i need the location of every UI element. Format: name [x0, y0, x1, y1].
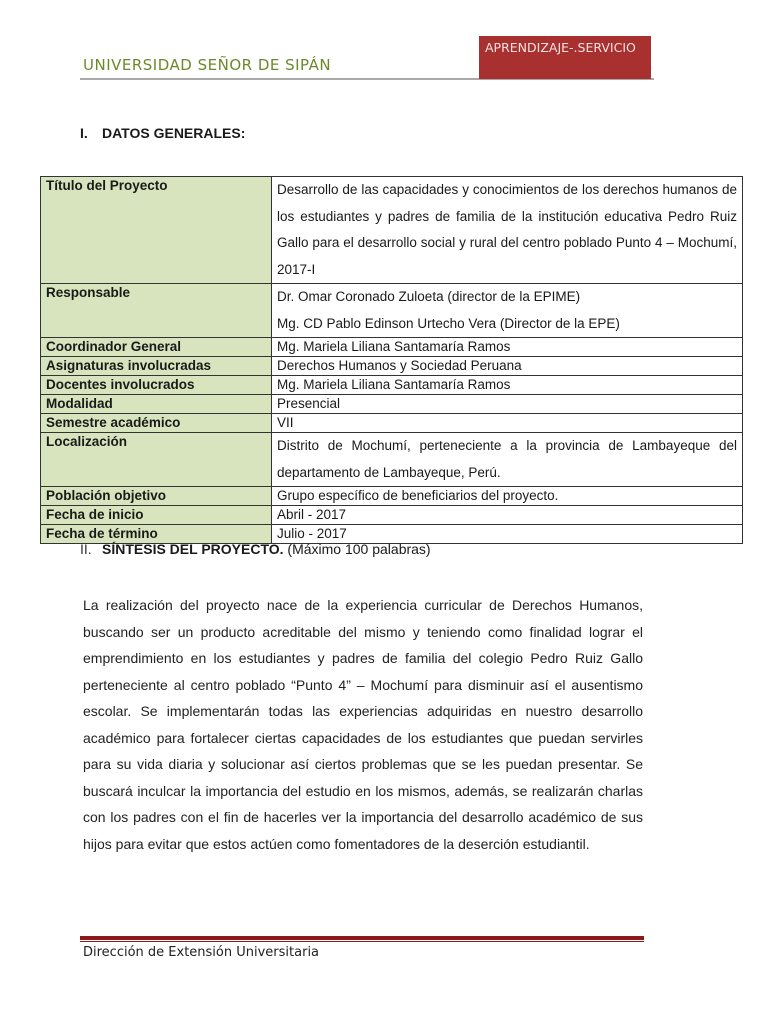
table-row: [41, 414, 743, 433]
row-value: Julio - 2017: [272, 525, 743, 544]
row-key: Población objetivo: [41, 487, 272, 506]
table-row: [41, 376, 743, 395]
table-row: [41, 395, 743, 414]
program-badge: APRENDIZAJE-.SERVICIO: [479, 36, 651, 79]
row-value: VII: [272, 414, 743, 433]
table-row: [41, 338, 743, 357]
row-key: Asignaturas involucradas: [41, 357, 272, 376]
section-number: I.: [80, 125, 88, 141]
footer-divider-thin: [80, 941, 644, 942]
section-note: (Máximo 100 palabras): [287, 541, 431, 557]
university-name: UNIVERSIDAD SEÑOR DE SIPÁN: [83, 56, 332, 74]
section-title: DATOS GENERALES:: [102, 125, 246, 141]
row-key: Docentes involucrados: [41, 376, 272, 395]
table-row: [41, 177, 743, 284]
row-key: Título del Proyecto: [41, 177, 272, 284]
row-key: Semestre académico: [41, 414, 272, 433]
row-value: Mg. Mariela Liliana Santamaría Ramos: [272, 376, 743, 395]
section-title: SÍNTESIS DEL PROYECTO.: [102, 541, 284, 557]
synopsis-paragraph: La realización del proyecto nace de la experiencia curricular de Derechos Humanos, buscando ser un producto acreditable del mismo y teniendo como finalidad lograr el emprendimiento en los estudiantes y padres de familia del colegio Pedro Ruiz Gallo perteneciente al centro poblado “Punto 4” – Mochumí para disminuir así el ausentismo escolar. Se implementarán todas las experiencias adquiridas en nuestro desarrollo académico para fortalecer ciertas capacidades de los estudiantes que puedan servirles para su vida diaria y solucionar así ciertos problemas que se les puedan presentar. Se buscará inculcar la importancia del estudio en los mismos, además, se realizarán charlas con los padres con el fin de hacerles ver la importancia del desarrollo académico de sus hijos para evitar que estos actúen como fomentadores de la deserción estudiantil.: [83, 597, 643, 852]
row-value: Derechos Humanos y Sociedad Peruana: [272, 357, 743, 376]
row-value: Abril - 2017: [272, 506, 743, 525]
row-key: Responsable: [41, 284, 272, 338]
section-sintesis: [80, 541, 431, 557]
row-value: Desarrollo de las capacidades y conocimientos de los derechos humanos de los estudiantes y padres de familia de la institución educativa Pedro Ruiz Gallo para el desarrollo social y rural del centro poblado Punto 4 – Mochumí, 2017-I: [272, 177, 743, 284]
footer-divider-thick: [80, 936, 644, 940]
row-value: Distrito de Mochumí, perteneciente a la provincia de Lambayeque del departamento de Lambayeque, Perú.: [272, 433, 743, 487]
row-value: Grupo específico de beneficiarios del proyecto.: [272, 487, 743, 506]
row-key: Fecha de término: [41, 525, 272, 544]
table-row: [41, 487, 743, 506]
responsable-line-2: Mg. CD Pablo Edinson Urtecho Vera (Director de la EPE): [277, 315, 620, 331]
table-row: [41, 357, 743, 376]
section-number: II.: [80, 541, 92, 557]
table-row: [41, 284, 743, 338]
row-key: Coordinador General: [41, 338, 272, 357]
row-value: [272, 284, 743, 338]
footer-text: Dirección de Extensión Universitaria: [83, 945, 320, 960]
row-value: Mg. Mariela Liliana Santamaría Ramos: [272, 338, 743, 357]
table-row: [41, 433, 743, 487]
row-key: Modalidad: [41, 395, 272, 414]
responsable-line-1: Dr. Omar Coronado Zuloeta (director de la EPIME): [277, 289, 581, 304]
row-key: Fecha de inicio: [41, 506, 272, 525]
row-key: Localización: [41, 433, 272, 487]
general-data-table: [40, 176, 743, 544]
row-value: Presencial: [272, 395, 743, 414]
table-row: [41, 506, 743, 525]
section-datos-generales: [80, 125, 245, 141]
